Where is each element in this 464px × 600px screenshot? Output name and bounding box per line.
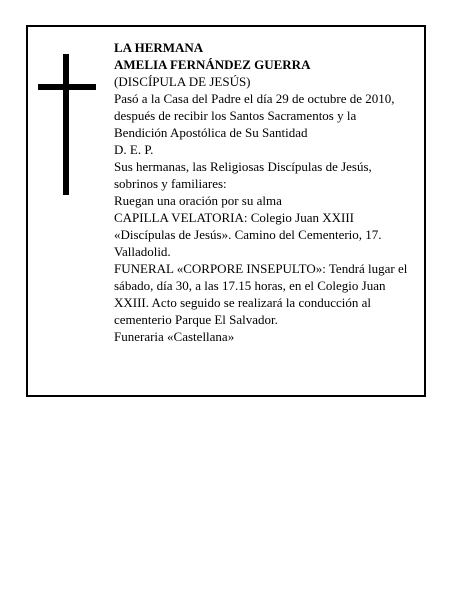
funeral-home: Funeraria «Castellana»	[114, 329, 235, 344]
funeral-line-2: sábado, día 30, a las 17.15 horas, en el Colegio Juan	[114, 278, 386, 293]
passing-line-3: Bendición Apostólica de Su Santidad	[114, 125, 308, 140]
notice-title: LA HERMANA	[114, 40, 204, 55]
funeral-line-3: XXIII. Acto seguido se realizará la conducción al	[114, 295, 372, 310]
chapel-line-1: CAPILLA VELATORIA: Colegio Juan XXIII	[114, 210, 355, 225]
rest-in-peace: D. E. P.	[114, 142, 154, 157]
obituary-text-block	[114, 39, 430, 345]
cross-vertical-bar	[63, 54, 69, 195]
cross-horizontal-bar	[38, 84, 96, 90]
funeral-line-4: cementerio Parque El Salvador.	[114, 312, 278, 327]
deceased-name: AMELIA FERNÁNDEZ GUERRA	[114, 57, 311, 72]
funeral-line-1: FUNERAL «CORPORE INSEPULTO»: Tendrá lugar el	[114, 261, 408, 276]
chapel-line-2: «Discípulas de Jesús». Camino del Cementerio, 17.	[114, 227, 382, 242]
prayer-request: Ruegan una oración por su alma	[114, 193, 282, 208]
family-line-2: sobrinos y familiares:	[114, 176, 227, 191]
religious-order: (DISCÍPULA DE JESÚS)	[114, 74, 251, 89]
chapel-line-3: Valladolid.	[114, 244, 171, 259]
family-line-1: Sus hermanas, las Religiosas Discípulas de Jesús,	[114, 159, 372, 174]
passing-line-1: Pasó a la Casa del Padre el día 29 de octubre de 2010,	[114, 91, 395, 106]
passing-line-2: después de recibir los Santos Sacramentos y la	[114, 108, 357, 123]
